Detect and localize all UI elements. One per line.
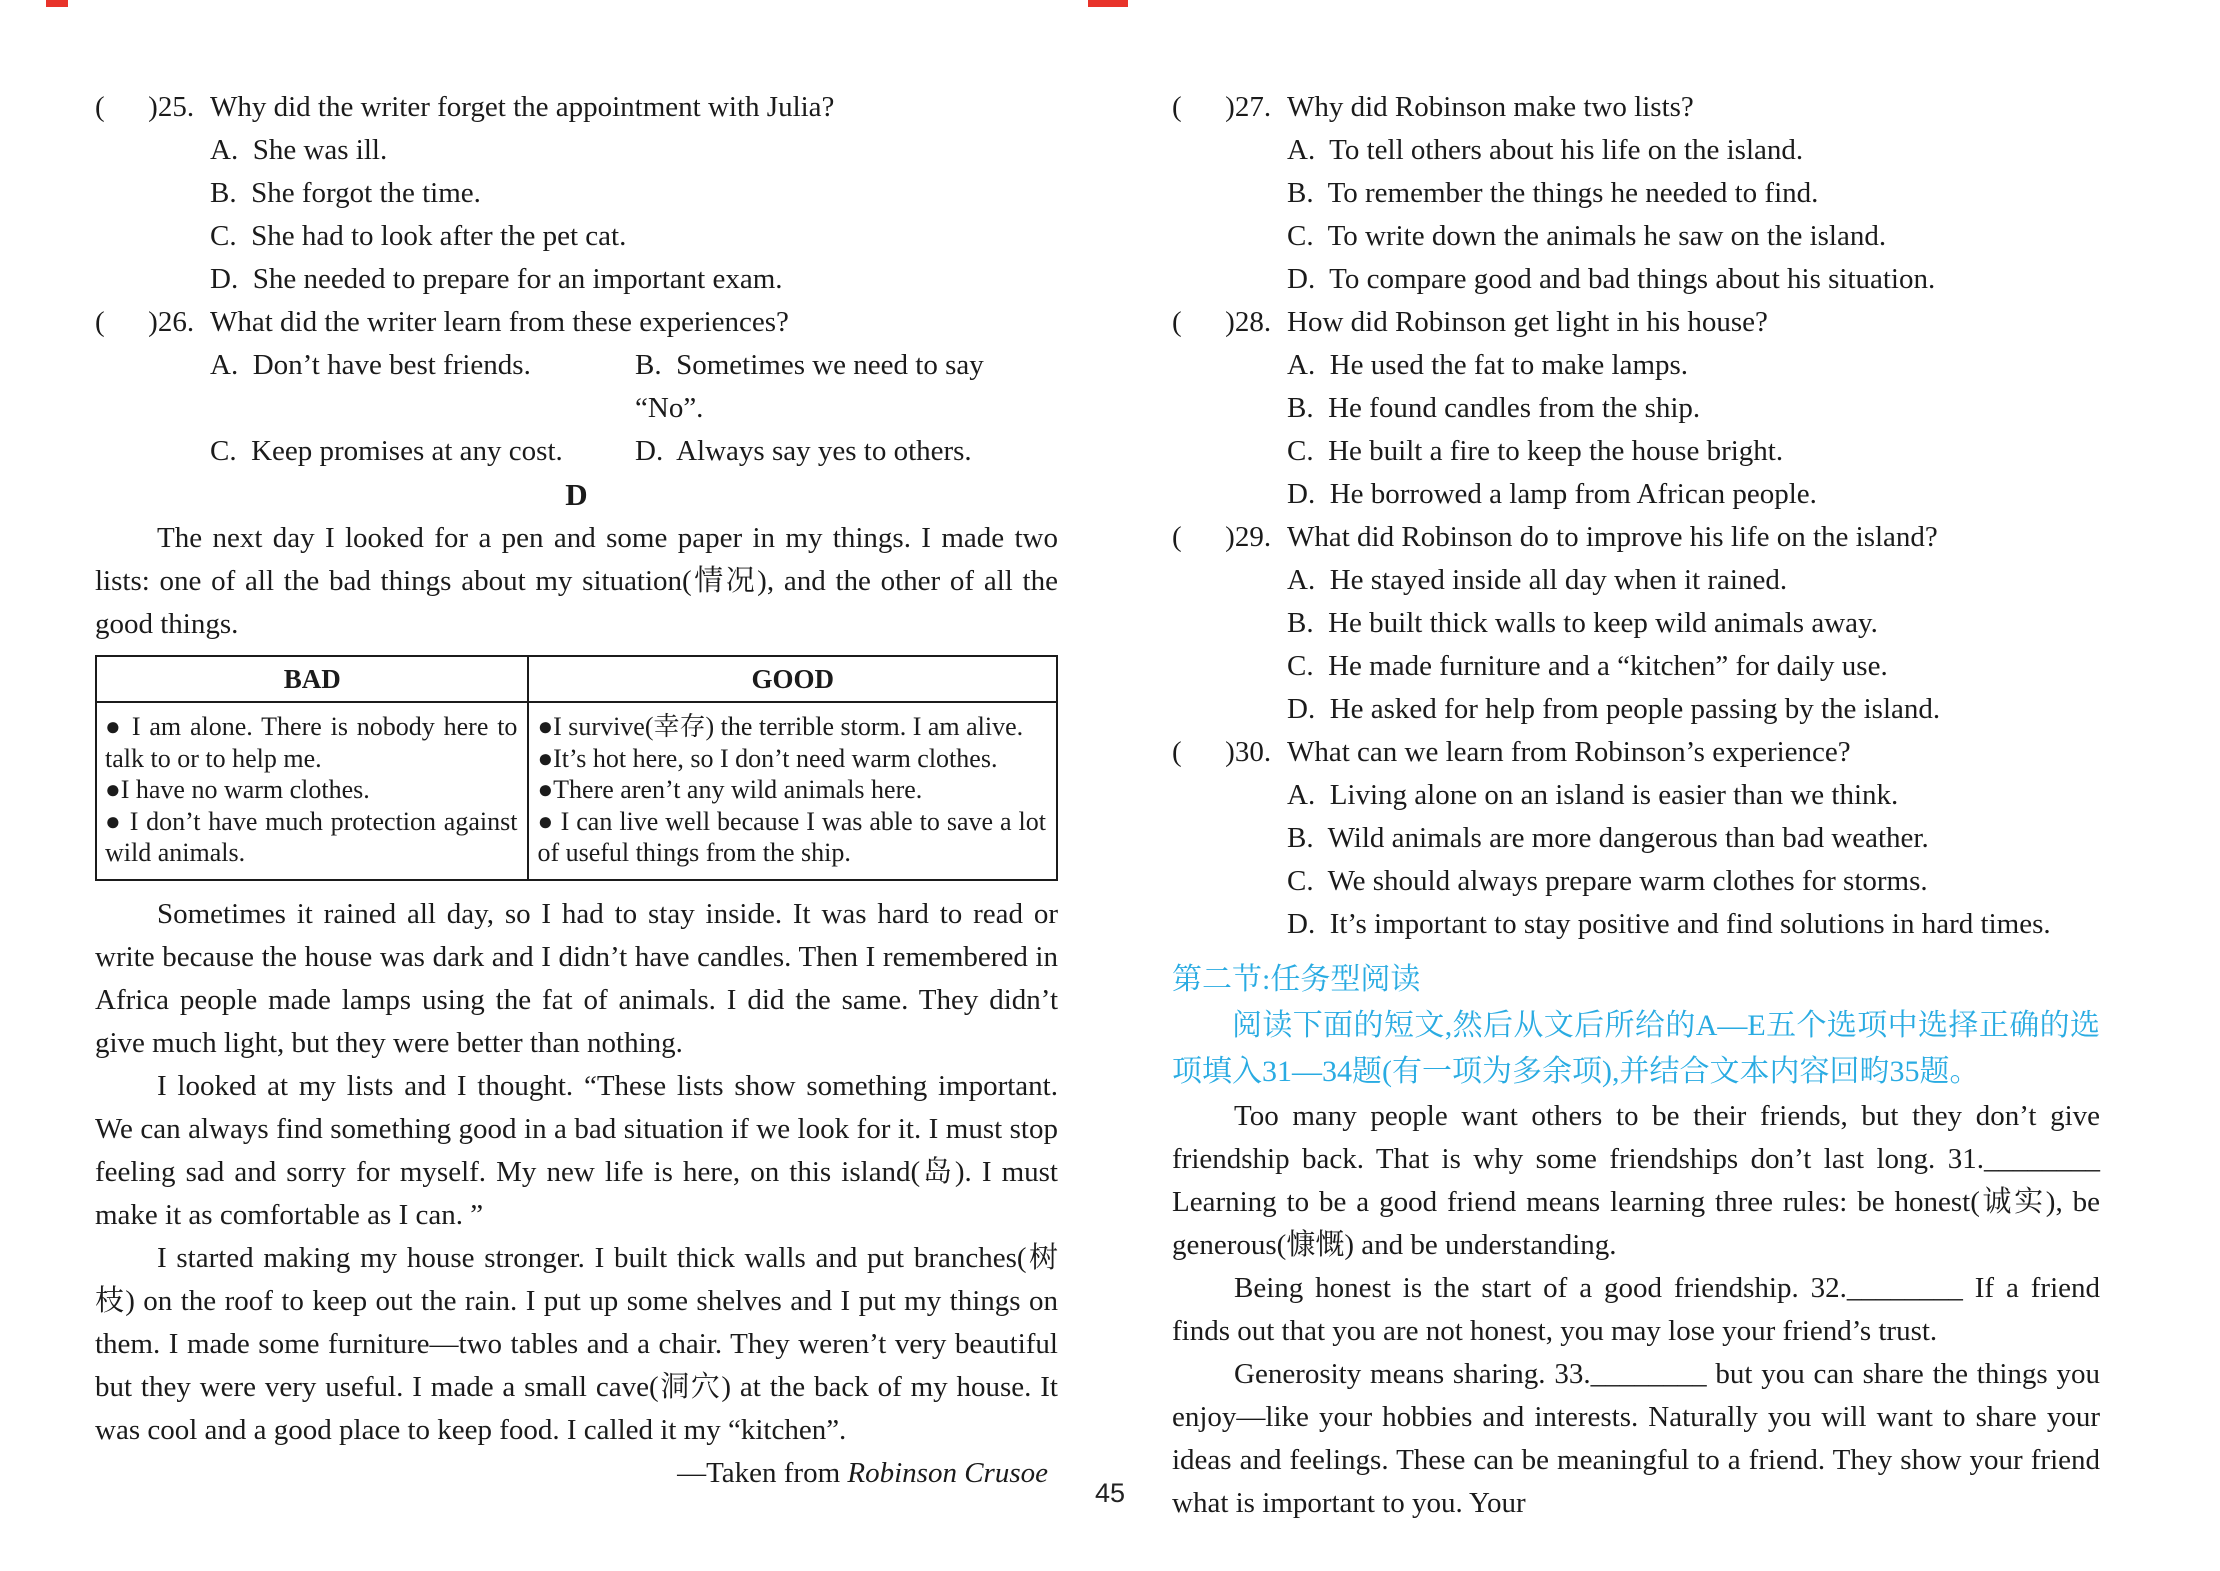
question-26-option-c: C. Keep promises at any cost. — [210, 435, 563, 467]
question-25-text: Why did the writer forget the appointment with Julia? — [210, 91, 835, 123]
question-26-text: What did the writer learn from these experiences? — [210, 306, 789, 338]
question-25-option-a: A. She was ill. — [210, 134, 388, 166]
question-26-option-a: A. Don’t have best friends. — [210, 349, 531, 381]
page-number: 45 — [1094, 1478, 1126, 1508]
question-27-option-b: B. To remember the things he needed to find. — [1287, 177, 1819, 209]
good-item: ●It’s hot here, so I don’t need warm clothes. — [537, 743, 998, 773]
good-item: ●I survive(幸存) the terrible storm. I am alive. — [537, 712, 1024, 741]
question-25 — [95, 86, 1058, 301]
book-title: Robinson Crusoe — [847, 1456, 1048, 1489]
question-27-text: Why did Robinson make two lists? — [1287, 91, 1694, 123]
question-29-option-b: B. He built thick walls to keep wild animals away. — [1287, 607, 1878, 639]
question-26-option-d: D. Always say yes to others. — [635, 435, 972, 467]
right-column — [1172, 86, 2100, 1525]
bad-good-table — [95, 655, 1058, 881]
section2-instructions: 阅读下面的短文,然后从文后所给的A—E五个选项中选择正确的选项填入31—34题(有一项为多余项),并结合文本内容回畇35题。 — [1172, 1009, 2100, 1088]
question-29 — [1172, 516, 2100, 731]
passage-paragraph: I started making my house stronger. I built thick walls and put branches(树枝) on the roof to keep out the rain. I put up some shelves and I put my things on them. I made some furniture—two tables and a chair. They weren’t very beautiful but they were very useful. I made a small cave(洞穴) at the back of my house. It was cool and a good place to keep food. I called it my “kitchen”. — [95, 1241, 1058, 1446]
question-28-option-d: D. He borrowed a lamp from African people. — [1287, 478, 1817, 510]
task-paragraph: Being honest is the start of a good friendship. 32.________ If a friend finds out that you are not honest, you may lose your friend’s trust. — [1172, 1272, 2100, 1347]
question-29-option-d: D. He asked for help from people passing by the island. — [1287, 693, 1941, 725]
answer-blank-26: ( )26. — [95, 306, 195, 338]
question-29-option-a: A. He stayed inside all day when it rained. — [1287, 564, 1788, 596]
question-27-option-c: C. To write down the animals he saw on the island. — [1287, 220, 1887, 252]
table-header-good: GOOD — [528, 656, 1057, 702]
passage-label: D — [565, 477, 588, 512]
bad-item: ● I am alone. There is nobody here to talk to or to help me. — [105, 712, 518, 773]
question-29-text: What did Robinson do to improve his life on the island? — [1287, 521, 1938, 553]
question-28-option-b: B. He found candles from the ship. — [1287, 392, 1701, 424]
passage-intro: The next day I looked for a pen and some paper in my things. I made two lists: one of all the bad things about my situation(情况), and the other of all the good things. — [95, 522, 1058, 640]
question-25-option-d: D. She needed to prepare for an important exam. — [210, 263, 783, 295]
answer-blank-27: ( )27. — [1172, 91, 1272, 123]
question-25-option-b: B. She forgot the time. — [210, 177, 481, 209]
passage-paragraph: Sometimes it rained all day, so I had to stay inside. It was hard to read or write because the house was dark and I didn’t have candles. Then I remembered in Africa people made lamps using the fat of animals. I did the same. They didn’t give much light, but they were better than nothing. — [95, 897, 1058, 1059]
bad-column-cell — [96, 702, 528, 880]
question-27-option-a: A. To tell others about his life on the island. — [1287, 134, 1804, 166]
question-30-option-b: B. Wild animals are more dangerous than bad weather. — [1287, 822, 1929, 854]
question-29-option-c: C. He made furniture and a “kitchen” for daily use. — [1287, 650, 1888, 682]
question-26-option-b: B. Sometimes we need to say “No”. — [635, 349, 992, 424]
question-25-option-c: C. She had to look after the pet cat. — [210, 220, 627, 252]
question-28-option-c: C. He built a fire to keep the house bright. — [1287, 435, 1784, 467]
answer-blank-29: ( )29. — [1172, 521, 1272, 553]
answer-blank-28: ( )28. — [1172, 306, 1272, 338]
passage-paragraph: I looked at my lists and I thought. “These lists show something important. We can always find something good in a bad situation if we look for it. I must stop feeling sad and sorry for myself. My new life is here, on this island(岛). I must make it as comfortable as I can. ” — [95, 1069, 1058, 1231]
answer-blank-30: ( )30. — [1172, 736, 1272, 768]
good-column-cell — [528, 702, 1057, 880]
bad-item: ● I don’t have much protection against wild animals. — [105, 806, 518, 867]
question-28 — [1172, 301, 2100, 516]
question-27-option-d: D. To compare good and bad things about his situation. — [1287, 263, 1936, 295]
attribution-prefix: —Taken from — [677, 1456, 848, 1489]
good-item: ● I can live well because I was able to save a lot of useful things from the ship. — [537, 806, 1046, 867]
question-30-text: What can we learn from Robinson’s experience? — [1287, 736, 1851, 768]
answer-blank-25: ( )25. — [95, 91, 195, 123]
question-28-option-a: A. He used the fat to make lamps. — [1287, 349, 1689, 381]
print-mark — [46, 0, 68, 7]
question-28-text: How did Robinson get light in his house? — [1287, 306, 1768, 338]
table-header-bad: BAD — [96, 656, 528, 702]
task-paragraph: Generosity means sharing. 33.________ but you can share the things you enjoy—like your hobbies and interests. Naturally you will want to share your ideas and feelings. These can be meaningful to a friend. They show your friend what is important to you. Your — [1172, 1358, 2100, 1519]
question-30-option-a: A. Living alone on an island is easier than we think. — [1287, 779, 1899, 811]
bad-item: ●I have no warm clothes. — [105, 775, 370, 804]
left-column — [95, 86, 1058, 1495]
question-30 — [1172, 731, 2100, 946]
question-30-option-d: D. It’s important to stay positive and find solutions in hard times. — [1287, 908, 2051, 940]
section2-heading: 第二节:任务型阅读 — [1172, 963, 1421, 996]
question-27 — [1172, 86, 2100, 301]
question-26 — [95, 301, 1058, 473]
task-paragraph: Too many people want others to be their friends, but they don’t give friendship back. That is why some friendships don’t last long. 31.________ Learning to be a good friend means learning three rules: be honest(诚实), be generous(慷慨) and be understanding. — [1172, 1100, 2100, 1261]
print-mark — [1088, 0, 1128, 7]
good-item: ●There aren’t any wild animals here. — [537, 775, 923, 804]
question-30-option-c: C. We should always prepare warm clothes for storms. — [1287, 865, 1928, 897]
